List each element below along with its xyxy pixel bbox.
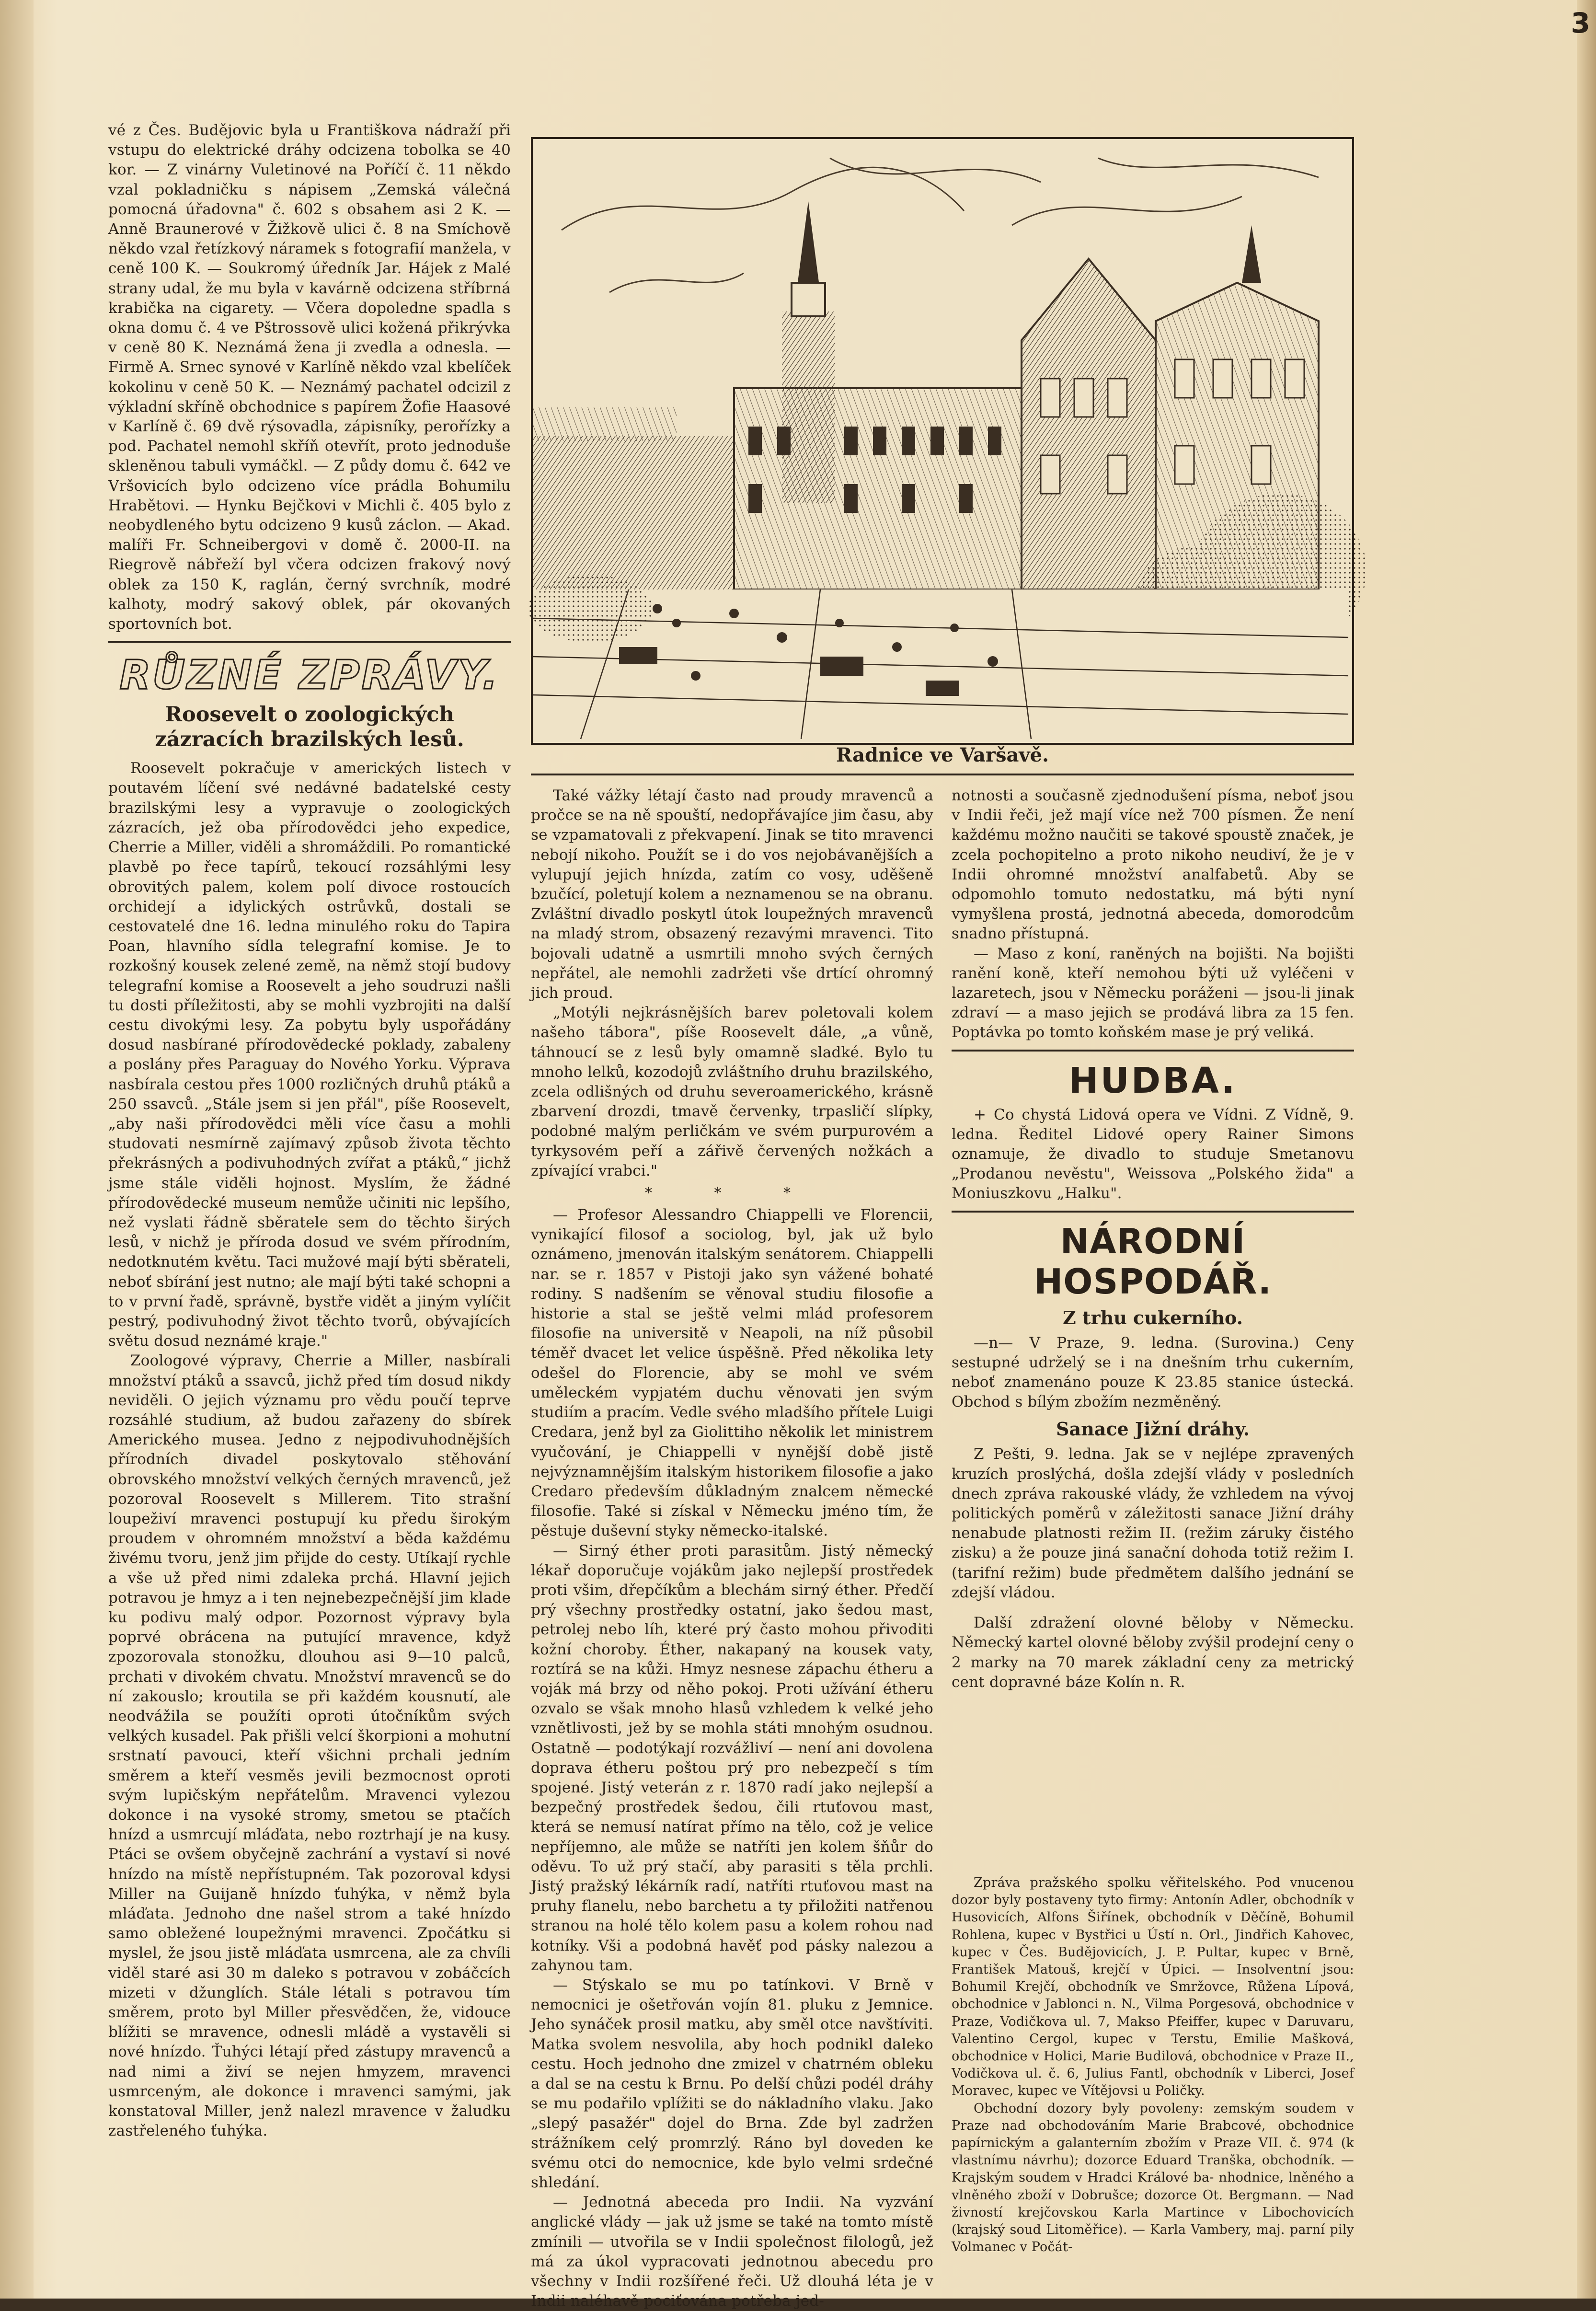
column-right (952, 786, 1354, 2257)
divider (531, 774, 1354, 775)
illustration-caption: Radnice ve Varšavě. (836, 744, 1049, 766)
section-heading-ruzne-zpravy: RŮZNÉ ZPRÁVY. (119, 651, 500, 699)
illustration-caption-wrap (531, 742, 1354, 773)
illustration-warsaw-town-hall (531, 137, 1354, 745)
section-separator-stars: * * * (644, 1185, 820, 1202)
news-item-ether: — Sirný éther proti parasitům. Jistý německý lékař doporučuje vojákům jako nejlepší prostředek proti všim, dřepčíkům a blechám sirný éther. Předčí prý všechny prostředky ostatní, jako šedou mast, petrolej nebo líh, které prý často mohou přivoditi kožní choroby. Éther, nakapaný na kousek vaty, roztírá se na kůži. Hmyz nesnese zápachu étheru a voják má brzy od něho pokoj. Proti užívání étheru ozvalo se však mnoho hlasů vzhledem k velké jeho vznětlivosti, jež by se mohla státi mnohým osudnou. Ostatně — podotýkají rozvážliví — není ani dovolena doprava étheru poštou prý pro nebezpečí s tím spojené. Jistý veterán z r. 1870 radí jako nejlepší a bezpečný prostředek šedou, čili rtuťovou mast, která se nemusí natírat přímo na tělo, což je velice nepříjemno, ale může se natříti jen kolem šňůr do oděvu. To už prý stačí, aby parasiti s těla prchli. Jistý pražský lékárník radí, natříti rtuťovou mast na pruhy flanelu, nebo barchetu a ty přiložiti natřenou stranou na holé tělo kolem pasu a kolem rohou nad kotníky. Vši a podobná havěť pod pásky nalezou a zahynou tam. (531, 1542, 933, 1974)
article-paragraph: Zoologové výpravy, Cherrie a Miller, nasbírali množství ptáků a ssavců, jichž před tím dosud nikdy neviděli. O jejich významu pro vědu poučí teprve rozsáhlé studium, až budou zařazeny do sbírek Amerického musea. Jedno z nejpodivuhodnějších přírodních divadel poskytovalo stěhování obrovského množství velkých černých mravenců, jež pozoroval Roosevelt s Millerem. Tito strašní loupeživí mravenci postupují ku předu širokým proudem v ohromném množství a běda každému živému tvoru, jenž jim přijde do cesty. Utíkají rychle a vše už před nimi zdaleka prchá. Hlavní jejich potravou je hmyz a i ten nejnebezpečnější jim klade ku podivu malý odpor. Pozornost výpravy byla poprvé obrácena na putující mravence, když zpozorovala stonožku, dlouhou asi 9—10 palců, prchati v divokém chvatu. Množství mravenců se do ní zakouslo; kroutila se při každém kousnutí, ale neodvážila se použíti oproti útočníkům svých velkých kusadel. Pak přišli velcí škorpioni a mohutní srstnatí pavouci, kteří všichni prchali jedním směrem a kteří vesměs jevili bezmocnost oproti svým lupičským nepřátelům. Mravenci vylezou dokonce i na vysoké stromy, smetou se ptačích hnízd a usmrcují mláďata, nebo roztrhají je na kusy. Ptáci se ovšem obyčejně zachrání a vystaví si nové hnízdo na místě nepřístupném. Tak pozoroval kdysi Miller na Guijaně hnízdo ťuhýka, v němž byla mláďata. Jednoho dne našel strom a také hnízdo samo obležené loupežnými mravenci. Zpočátku si myslel, že jsou jistě mláďata usmrcena, ale za chvíli viděl staré asi 30 m daleko s potravou v zobáčcích mizeti v džunglích. Stále létali s potravou tím směrem, proto byl Miller přesvědčen, že, vidouce blížiti se mravence, odnesli mládě a vystavěli si nové hnízdo. Ťuhýci létají před zástupy mravenců a nad nimi a živí se nejen hmyzem, mravenci usmrceným, ale dokonce i mravenci samými, jak konstatoval Miller, jenž nalezl mravence v žaludku zastřeleného ťuhýka. (108, 1352, 511, 2140)
news-item-abeceda: — Jednotná abeceda pro Indii. Na vyzvání anglické vlády — jak už jsme se také na tomto místě zmínili — utvořila se v Indii společnost filologů, jež má za úkol vypracovati jednotnou abecedu pro všechny v Indii rozšířené řeči. Už dlouhá léta je v Indii naléhavě pociťována potřeba jed- (531, 2194, 933, 2310)
news-item-abeceda-cont: notnosti a současně zjednodušení písma, neboť jsou v Indii řeči, jež mají více než 700 písmen. Že není každému možno naučiti se takové spoustě značek, je zcela pochopitelno a proto nikoho neudiví, že je v Indii ohromné množství analfabetů. Aby se odpomohlo tomuto nedostatku, má býti nyní vymyšlena prostá, jednotná abeceda, domorodcům snadno přístupná. (952, 787, 1354, 943)
engraving-image (533, 139, 1348, 739)
article-title-roosevelt: Roosevelt o zoologických zázracích brazilských lesů. (155, 703, 464, 752)
section-heading-hudba: HUDBA. (1068, 1060, 1237, 1101)
news-item-trh: —n— V Praze, 9. ledna. (Surovina.) Ceny sestupné udrželý se i na dnešním trhu cukerním, neboť znamenáno pouze K 23.85 stanice ústecká. Obchod s bílým zbožím nezměněný. (952, 1334, 1354, 1411)
article-title-sanace: Sanace Jižní dráhy. (1056, 1418, 1250, 1440)
page-right-edge (1577, 0, 1596, 2299)
police-news-text: vé z Čes. Budějovic byla u Františkova nádraží při vstupu do elektrické dráhy odcizena tobolka se 40 kor. — Z vinárny Vuletinové na Poříčí č. 11 někdo vzal pokladničku s nápisem „Zemská válečná pomocná úřadovna" č. 602 s obsahem asi 2 K. — Anně Braunerové v Žižkově ulici č. 8 na Smíchově někdo vzal řetízkový náramek s fotografií manžela, v ceně 100 K. — Soukromý úředník Jar. Hájek z Malé strany udal, že mu byla v kavárně odcizena stříbrná krabička na cigarety. — Včera dopoledne spadla s okna domu č. 4 ve Pštrossově ulici kožená přikrývka v ceně 80 K. Neznámá žena ji zvedla a odnesla. — Firmě A. Srnec synové v Karlíně někdo vzal kbelíček kokolinu v ceně 50 K. — Neznámý pachatel odcizil z výkladní skříně obchodnice s papírem Žofie Haasové v Karlíně č. 69 dvě rýsovadla, zápisníky, perořízky a pod. Pachatel nemohl skříň otevřít, proto jednoduše skleněnou tabuli vymáčkl. — Z půdy domu č. 642 ve Vršovicích bylo odcizeno více prádla Bohumilu Hrabětovi. — Hynku Bejčkovi v Michli č. 405 bylo z neobydleného bytu odcizeno 9 kusů záclon. — Akad. malíři Fr. Schneibergovi v domě č. 2000-II. na Riegrově nábřeží byl včera odcizen frakový nový oblek za 150 K, raglán, černý svrchník, modré kalhoty, modrý sakový oblek, pár okovaných sportovních bot. (108, 122, 511, 633)
article-paragraph: „Motýli nejkrásnějších barev poletovali kolem našeho tábora", píše Roosevelt dále, „a vůně, táhnoucí se z lesů byly omamně sladké. Bylo tu mnoho lelků, kozodojů zvláštního druhu brazilského, zcela odlišných od druhu severoamerického, krásně zbarvení drozdi, tmavě červenky, trpasličí slípky, podobné malým perličkám ve svém purpurovém a tyrkysovém peří a zářivě červených nožkách a zpívající vrabci." (531, 1004, 933, 1179)
article-paragraph: Roosevelt pokračuje v amerických listech v poutavém líčení své nedávné badatelské cesty brazilskými lesy a vypravuje o zoologických zázracích, jež oba přírodovědci jeho expedice, Cherrie a Miller, viděli a shromáždili. Po romantické plavbě po řece tapírů, tekoucí rozsáhlými lesy obrovitých palem, kolem polí divoce rostoucích orchidejí a idylických ostrůvků, dostali se cestovatelé dne 16. ledna minulého roku do Tapira Poan, hlavního sídla telegrafní komise. Je to rozkošný kousek zelené země, na němž stojí budovy telegrafní komise a Roosevelt a jeho soudruzi našli tu dosti příležitosti, aby se mohli vyzbrojiti na další cestu divokými lesy. Za pobytu byly uspořádány dosud nasbírané přírodovědecké poklady, zabaleny a poslány přes Paraguay do Nového Yorku. Výprava nasbírala cestou přes 1000 rozličných druhů ptáků a 250 ssavců. „Stále jsem si jen přál", píše Roosevelt, „aby naši přírodovědci měli více času a mohli studovati nesmírně zajímavý způsob života těchto překrásných a podivuhodných zvířat a ptáků,“ jichž jsme stále viděli hojnost. Myslím, že žádné přírodovědecké museum nemůže učiniti nic lepšího, než vyslati řádně sběratele sem do těchto širých lesů, v nichž je příroda dosud ve svém přírodním, nedotknutém květu. Taci mužové mají býti sběrateli, neboť sbírání jest nutno; ale mají býti také schopni a to v první řadě, správně, bystře vidět a jiným vylíčit pestrý, podivuhodný život těchto tvorů, obývajících světu dosud neznámé kraje." (108, 760, 511, 1350)
page-corner-mark: 3 (1571, 7, 1590, 39)
news-item-maso: — Maso z koní, raněných na bojišti. Na bojišti ranění koně, kteří nemohou býti už vyléčeni v lazaretech, jsou v Německu poráženi — jsou-li jinak zdraví — a maso jejich se prodává libra za 15 fen. Poptávka po tomto koňském mase je prý veliká. (952, 945, 1354, 1041)
divider (952, 1050, 1354, 1052)
news-item-chiappelli: — Profesor Alessandro Chiappelli ve Florencii, vynikající filosof a sociolog, byl, jak už bylo oznámeno, jmenován italským senátorem. Chiappelli nar. se r. 1857 v Pistoji jako syn vážené bohaté rodiny. S nadšením se věnoval studiu filosofie a historie a stal se ještě velmi mlád profesorem filosofie na universitě v Neapoli, na níž působil téměř dvacet let velice úspěšně. Před několika lety odešel do Florencie, aby se mohl ve svém uměleckém vypjatém duchu věnovati jen svým studiím a pracím. Vedle svého mladšího přítele Luigi Credara, jenž byl za Giolittiho několik let ministrem vyučování, je Chiappelli v nynější době jistě nejvýznamnějším italským historikem filosofie a jako Credaro především důkladným znalcem německé filosofie. Také si získal v Německu jméno tím, že pěstuje duševní styky německo-italské. (531, 1206, 933, 1540)
blank-space (952, 1692, 1354, 1874)
column-middle (531, 786, 933, 2310)
news-item-dozory: Obchodní dozory byly povoleny: zemským soudem v Praze nad obchodováním Marie Brabcové, obchodnice papírnickým a galanterním zbožím v Praze VII. č. 974 (k vlastnímu návrhu); dozorce Eduard Tranška, obchodník. — Krajským soudem v Hradci Králové ba- nhodnice, lněného a vlněného zboží v Dobrušce; dozorce Ot. Bergmann. — Nad živností krejčovskou Karla Martince v Libochovicích (krajský soud Litoměřice). — Karla Vambery, maj. parní pily Volmanec v Počát- (952, 2101, 1354, 2255)
news-item-lidova-opera: + Co chystá Lidová opera ve Vídni. Z Vídně, 9. ledna. Ředitel Lidové opery Rainer Simons oznamuje, že divadlo to studuje Smetanovu „Prodanou nevěstu", Weissova „Polského žida" a Moniuszkovu „Halku". (952, 1106, 1354, 1202)
article-paragraph: Také vážky létají často nad proudy mravenců a pročce se na ně spouští, nedopřávajíce jim času, aby se vzpamatovali z překvapení. Jinak se tito mravenci nebojí nikoho. Použít se i do vos nejobávanějších a vylupují jejich hnízda, zatím co vosy, uděšeně bzučící, poletují kolem a neznamenou se na obranu. Zvláštní divadlo poskytl útok loupežných mravenců na mladý strom, obsazený rezavými mravenci. Tito bojovali udatně a usmrtili mnoho svých černých nepřátel, ale nemohli zadržeti vše drtící ohromný jich proud. (531, 787, 933, 1002)
page-left-edge (0, 0, 34, 2299)
divider (952, 1211, 1354, 1213)
news-item-spolek: Zpráva pražského spolku věřitelského. Pod vnucenou dozor byly postaveny tyto firmy: Antonín Adler, obchodník v Husovicích, Alfons Šiřínek, obchodník v Děčíně, Bohumil Rohlena, kupec v Bystřici u Ústí n. Orl., Jindřich Kahovec, kupec v Čes. Budějovicích, J. P. Pultar, kupec v Brně, František Matouš, krejčí v Úpici. — Insolventní jsou: Bohumil Krejčí, obchodník ve Smržovce, Růžena Lípová, obchodnice v Jablonci n. N., Vilma Porgesová, obchodnice v Praze, Vodičkova ul. 7, Makso Pfeiffer, kupec v Daruvaru, Valentino Cergol, kupec v Terstu, Emilie Mašková, obchodnice v Holici, Marie Budilová, obchodnice v Praze II., Vodičkova ul. č. 6, Julius Fantl, obchodník v Liberci, Josef Moravec, kupec ve Vítějovsi u Poličky. (952, 1875, 1354, 2099)
caption-rule-wrap (531, 774, 1354, 777)
news-item-brno: — Stýskalo se mu po tatínkovi. V Brně v nemocnici je ošetřován vojín 81. pluku z Jemnice. Jeho synáček prosil matku, aby směl otce navštíviti. Matka svolem nesvolila, aby hoch podnikl daleko cestu. Hoch jednoho dne zmizel v chatrném obleku a dal se na cestu k Brnu. Po delší chůzi podél dráhy se mu podařilo vplížiti se do nákladního vlaku. Jako „slepý pasažér" dojel do Brna. Zde byl zadržen strážníkem celý promrzlý. Ráno byl doveden ke svému otci do nemocnice, kde bylo velmi srdečné shledání. (531, 1976, 933, 2192)
section-heading-narodni-hospodar: NÁRODNÍ HOSPODÁŘ. (1034, 1221, 1272, 1302)
column-left (108, 121, 511, 2268)
divider (108, 641, 511, 643)
news-item-olovo: Další zdražení olovné běloby v Německu. Německý kartel olovné běloby zvýšil prodejní ceny o 2 marky na 70 marek základní ceny za metrický cent dopravné báze Kolín n. R. (952, 1614, 1354, 1691)
article-title-trh: Z trhu cukerního. (1063, 1306, 1243, 1329)
notices-block (952, 1874, 1354, 2256)
news-item-sanace: Z Pešti, 9. ledna. Jak se v nejlépe zpravených kruzích proslýchá, došla zdejší vlády v posledních dnech zpráva rakouské vlády, že vzhledem na vývoj politických poměrů v záležitosti sanace Jižní dráhy nenabude platnosti režim II. (režim záruky čistého zisku) a že pouze jiná sanační dohoda totiž režim I. (tarifní režim) bude předmětem dalšího jednání se zdejší vládou. (952, 1445, 1354, 1601)
